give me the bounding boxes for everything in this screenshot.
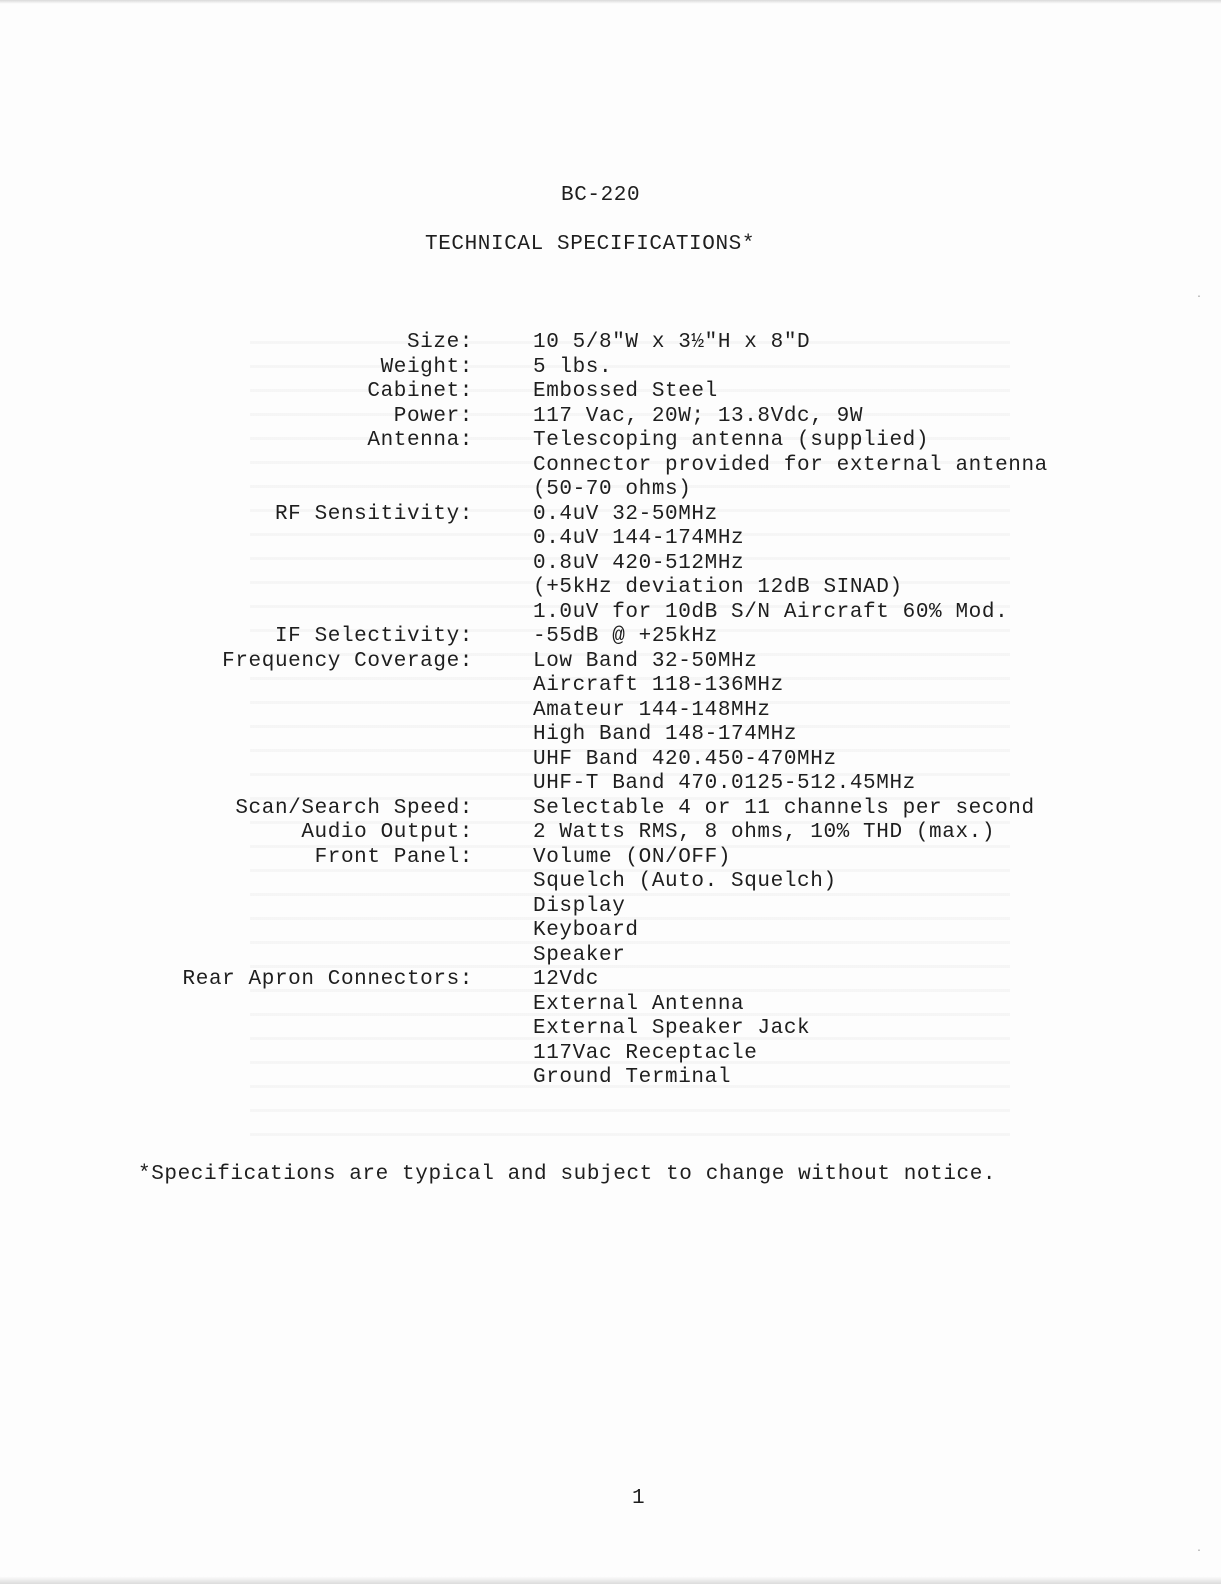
spec-label [120,699,473,724]
scan-speck: · [1196,292,1203,303]
spec-label [120,723,473,748]
spec-label: IF Selectivity: [274,625,473,648]
spec-label: Size: [406,331,473,354]
scan-speck: · [1196,1546,1203,1557]
spec-value: (+5kHz deviation 12dB SINAD) [533,576,903,599]
spec-value: Embossed Steel [533,380,718,403]
spec-value: 2 Watts RMS, 8 ohms, 10% THD (max.) [533,821,996,844]
spec-value: Squelch (Auto. Squelch) [533,870,837,893]
spec-value: 117 Vac, 20W; 13.8Vdc, 9W [533,404,864,428]
spec-label: RF Sensitivity: [274,502,473,526]
spec-label [120,1042,473,1067]
spec-value: 10 5/8"W x 3½"H x 8"D [533,331,811,354]
spec-label: Frequency Coverage: [222,649,473,673]
spec-value: Low Band 32-50MHz [533,649,758,673]
spec-value: External Antenna [533,992,745,1016]
spec-label [120,674,473,699]
spec-value: (50-70 ohms) [533,478,692,501]
spec-value: Ground Terminal [533,1066,732,1089]
spec-value: 0.4uV 32-50MHz [533,502,718,526]
spec-value: 5 lbs. [533,355,613,379]
spec-label [120,748,473,773]
spec-value: Volume (ON/OFF) [533,845,732,869]
spec-label [120,601,473,626]
spec-value: External Speaker Jack [533,1017,811,1040]
spec-value-column [533,331,1153,1091]
spec-value: Speaker [533,943,626,967]
spec-value: Keyboard [533,919,639,942]
spec-label: Weight: [380,355,473,379]
spec-value: 12Vdc [533,968,600,991]
spec-label [120,552,473,577]
spec-value: 1.0uV for 10dB S/N Aircraft 60% Mod. [533,600,1009,624]
spec-value: Connector provided for external antenna [533,453,1048,477]
spec-label: Front Panel: [314,845,473,869]
spec-value: High Band 148-174MHz [533,723,798,746]
spec-value: Telescoping antenna (supplied) [533,429,930,452]
spec-label [120,944,473,969]
spec-value: 0.8uV 420-512MHz [533,551,745,575]
spec-value: Amateur 144-148MHz [533,698,771,722]
model-number: BC-220 [561,184,641,207]
spec-value: -55dB @ +25kHz [533,625,718,648]
scan-bottom-edge [0,1576,1221,1584]
specifications-footnote: *Specifications are typical and subject to change without notice. [138,1163,997,1186]
spec-label: Scan/Search Speed: [235,796,473,820]
spec-label: Power: [393,404,473,428]
spec-label [120,527,473,552]
spec-value: UHF Band 420.450-470MHz [533,747,837,771]
spec-value: Selectable 4 or 11 channels per second [533,796,1035,820]
spec-label: Audio Output: [301,821,473,844]
page-number: 1 [632,1487,645,1510]
spec-label [120,895,473,920]
spec-label: Antenna: [367,429,473,452]
spec-label: Rear Apron Connectors: [182,968,473,991]
spec-value: Display [533,894,626,918]
spec-label: Cabinet: [367,380,473,403]
spec-label [120,1017,473,1042]
spec-label [120,919,473,944]
spec-label-column [120,331,473,1091]
spec-label [120,772,473,797]
spec-label [120,478,473,503]
spec-value: 0.4uV 144-174MHz [533,527,745,550]
spec-label [120,576,473,601]
spec-label [120,870,473,895]
spec-label [120,993,473,1018]
spec-value: Aircraft 118-136MHz [533,674,784,697]
page-title: TECHNICAL SPECIFICATIONS* [425,233,756,256]
spec-value: 117Vac Receptacle [533,1041,758,1065]
scan-top-edge [0,0,1221,4]
spec-label [120,1066,473,1091]
spec-value: UHF-T Band 470.0125-512.45MHz [533,772,916,795]
spec-label [120,454,473,479]
